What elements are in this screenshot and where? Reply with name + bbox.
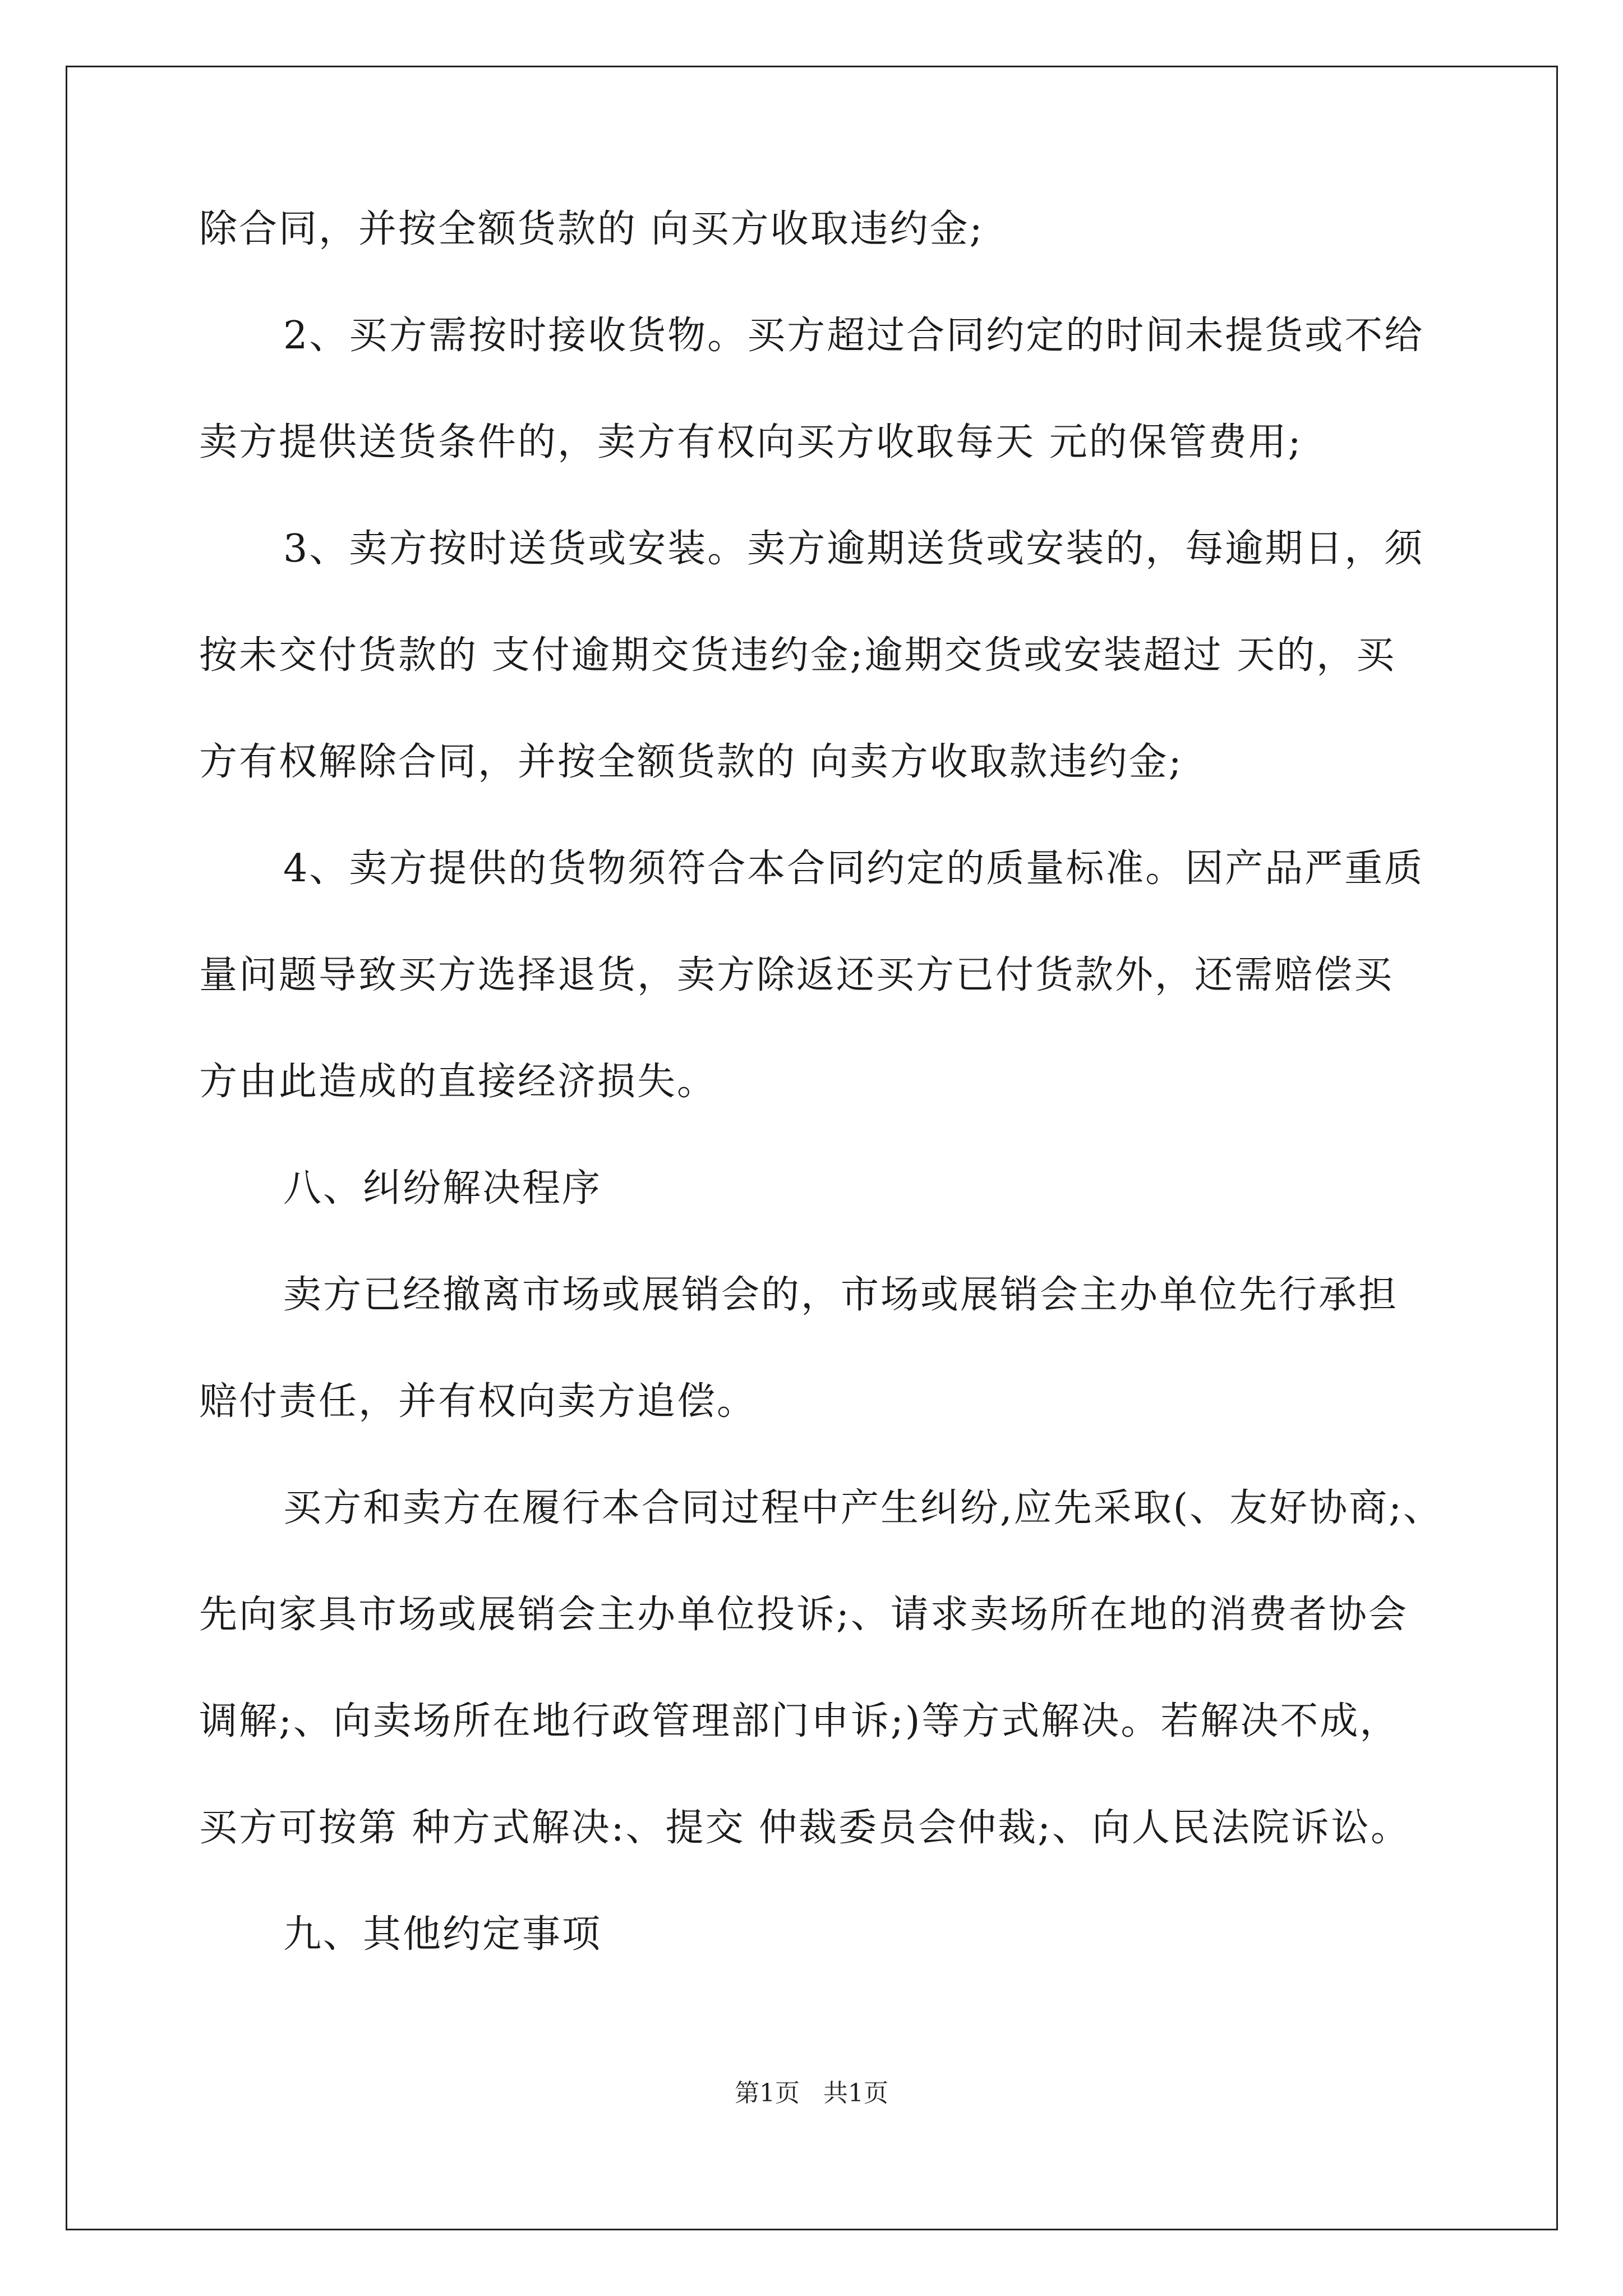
paragraph-line: 买方可按第 种方式解决:、提交 仲裁委员会仲裁;、向人民法院诉讼。: [199, 1806, 1411, 1850]
paragraph-line: 买方和卖方在履行本合同过程中产生纠纷,应先采取(、友好协商;、: [283, 1486, 1444, 1530]
paragraph-line: 3、卖方按时送货或安装。卖方逾期送货或安装的，每逾期日，须: [283, 527, 1424, 571]
paragraph-line: 方有权解除合同，并按全额货款的 向卖方收取款违约金;: [199, 740, 1183, 784]
page-number-footer: 第1页 共1页: [735, 2079, 888, 2108]
paragraph-line: 赔付责任，并有权向卖方追偿。: [199, 1379, 757, 1424]
paragraph-line: 按未交付货款的 支付逾期交货违约金;逾期交货或安装超过 天的，买: [199, 633, 1396, 678]
paragraph-line: 除合同，并按全额货款的 向买方收取违约金;: [199, 207, 984, 251]
paragraph-line: 2、买方需按时接收货物。买方超过合同约定的时间未提货或不给: [283, 314, 1424, 358]
paragraph-line: 方由此造成的直接经济损失。: [199, 1060, 717, 1104]
paragraph-line: 量问题导致买方选择退货，卖方除返还买方已付货款外，还需赔偿买: [199, 953, 1394, 997]
paragraph-line: 4、卖方提供的货物须符合本合同约定的质量标准。因产品严重质: [283, 846, 1424, 891]
paragraph-line: 卖方已经撤离市场或展销会的，市场或展销会主办单位先行承担: [283, 1273, 1399, 1317]
section-heading: 九、其他约定事项: [283, 1912, 602, 1957]
section-heading: 八、纠纷解决程序: [283, 1166, 602, 1211]
document-body: [199, 207, 1444, 2022]
paragraph-line: 先向家具市场或展销会主办单位投诉;、请求卖场所在地的消费者协会: [199, 1593, 1408, 1637]
paragraph-line: 调解;、向卖场所在地行政管理部门申诉;)等方式解决。若解决不成，: [199, 1699, 1400, 1743]
paragraph-line: 卖方提供送货条件的，卖方有权向买方收取每天 元的保管费用;: [199, 420, 1303, 464]
